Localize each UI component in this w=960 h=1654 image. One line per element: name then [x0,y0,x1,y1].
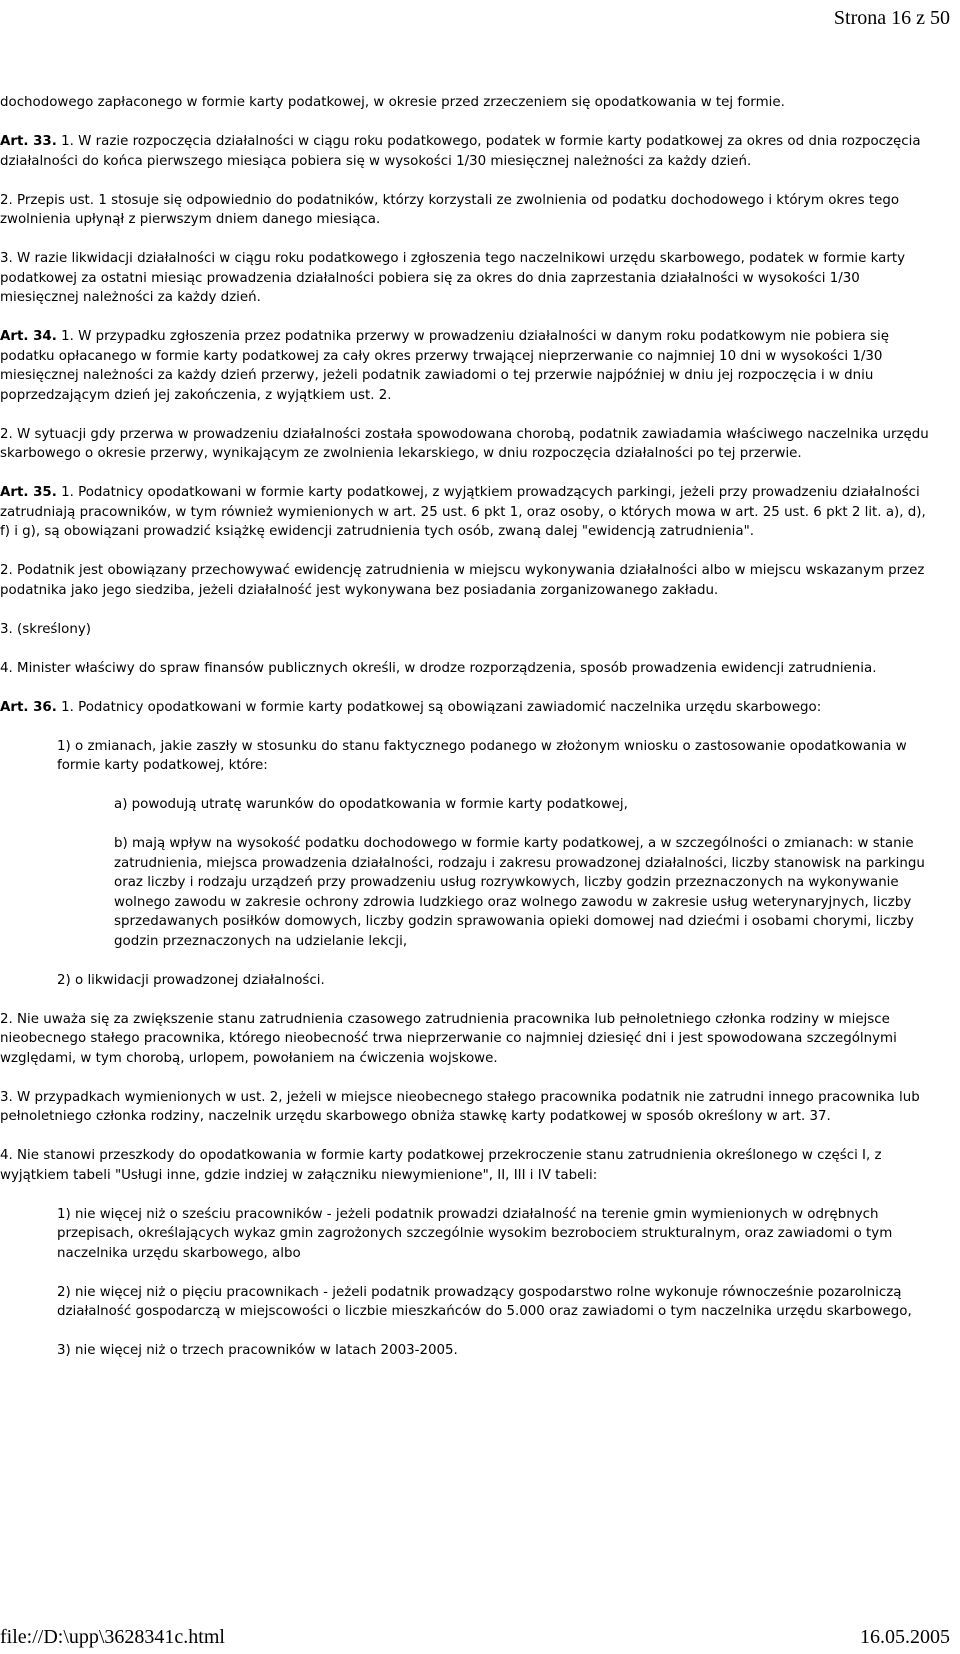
paragraph-text: dochodowego zapłaconego w formie karty podatkowej, w okresie przed zrzeczeniem się opodatkowania w tej formie. [0,95,785,110]
paragraph-text: 2. Nie uważa się za zwiększenie stanu zatrudnienia czasowego zatrudnienia pracownika lub pełnoletniego członka rodziny w miejsce nieobecnego stałego pracownika, którego nieobecność trwa nieprzerwanie co najmniej dziesięć dni i jest spowodowana szczególnymi względami, w tym chorobą, urlopem, powołaniem na ćwiczenia wojskowe. [0,1011,897,1066]
paragraph-text: 2) o likwidacji prowadzonej działalności. [57,972,325,988]
print-date: 16.05.2005 [860,1626,950,1648]
paragraph [0,249,935,308]
paragraph-text: 4. Minister właściwy do spraw finansów publicznych określi, w drodze rozporządzenia, sposób prowadzenia ewidencji zatrudnienia. [0,660,877,676]
article-heading: Art. 33. [0,134,57,149]
paragraph-text: 2) nie więcej niż o pięciu pracownikach - jeżeli podatnik prowadzący gospodarstwo rolne wykonuje równocześnie pozarolniczą działalność gospodarczą w miejscowości o liczbie mieszkańców do 5.000 oraz zawiadomi o tym naczelnika urzędu skarbowego, [57,1284,912,1319]
paragraph-text: 1. Podatnicy opodatkowani w formie karty podatkowej, z wyjątkiem prowadzących parkingi, jeżeli przy prowadzeniu działalności zatrudniają pracowników, w tym również wymienionych w art. 25 ust. 6 pkt 1, oraz osoby, o których mowa w art. 25 ust. 6 pkt 2 lit. a), d), f) i g), są obowiązani prowadzić książkę ewidencji zatrudnienia tych osób, zwaną dalej "ewidencją zatrudnienia". [0,485,926,539]
list-item [57,1341,935,1361]
article-heading: Art. 35. [0,485,57,500]
document-body [0,93,935,1380]
list-item [57,1205,935,1264]
paragraph [0,620,935,640]
sub-list-item [114,795,935,815]
paragraph [0,1010,935,1069]
article-34-paragraph [0,327,935,405]
article-heading: Art. 36. [0,699,57,715]
paragraph-text: 3) nie więcej niż o trzech pracowników w latach 2003-2005. [57,1343,458,1358]
paragraph [0,1088,935,1127]
page-number: Strona 16 z 50 [833,7,950,29]
paragraph-text: 1) o zmianach, jakie zaszły w stosunku do stanu faktycznego podanego w złożonym wniosku o zastosowanie opodatkowania w formie karty podatkowej, które: [57,738,907,773]
paragraph [0,561,935,600]
article-35-paragraph [0,483,935,542]
paragraph-text: 2. Podatnik jest obowiązany przechowywać ewidencję zatrudnienia w miejscu wykonywania działalności albo w miejscu wskazanym przez podatnika jako jego siedziba, jeżeli działalność jest wykonywana bez posiadania zorganizowanego zakładu. [0,563,925,598]
paragraph-text: 2. Przepis ust. 1 stosuje się odpowiednio do podatników, którzy korzystali ze zwolnienia od podatku dochodowego i którym okres tego zwolnienia upłynął z pierwszym dniem danego miesiąca. [0,192,900,227]
paragraph-text: 2. W sytuacji gdy przerwa w prowadzeniu działalności została spowodowana chorobą, podatnik zawiadamia właściwego naczelnika urzędu skarbowego o okresie przerwy, wynikającym ze zwolnienia lekarskiego, w dniu rozpoczęcia działalności po tej przerwie. [0,426,929,461]
paragraph-text: 4. Nie stanowi przeszkody do opodatkowania w formie karty podatkowej przekroczenie stanu zatrudnienia określonego w części I, z wyjątkiem tabeli "Usługi inne, gdzie indziej w załączniku niewymienione", II, III i IV tabeli: [0,1148,882,1183]
article-33-paragraph [0,132,935,171]
paragraph-text: 3. W przypadkach wymienionych w ust. 2, jeżeli w miejsce nieobecnego stałego pracownika podatnik nie zatrudni innego pracownika lub pełnoletniego członka rodziny, naczelnik urzędu skarbowego obniża stawkę karty podatkowej w sposób określony w art. 37. [0,1089,920,1124]
paragraph-text: 1. W przypadku zgłoszenia przez podatnika przerwy w prowadzeniu działalności w danym roku podatkowym nie pobiera się podatku opłacanego w formie karty podatkowej za cały okres przerwy trwającej nieprzerwanie co najmniej 10 dni w wysokości 1/30 miesięcznej należności za każdy dzień przerwy, jeżeli podatnik zawiadomi o tej przerwie najpóźniej w dniu jej rozpoczęcia i w dniu poprzedzającym dzień jej zakończenia, z wyjątkiem ust. 2. [0,329,889,403]
paragraph [0,425,935,464]
paragraph [0,659,935,679]
paragraph-text: 3. W razie likwidacji działalności w ciągu roku podatkowego i zgłoszenia tego naczelnikowi urzędu skarbowego, podatek w formie karty podatkowej za ostatni miesiąc prowadzenia działalności pobiera się za okres do dnia zaprzestania działalności w wysokości 1/30 miesięcznej należności za każdy dzień. [0,251,906,305]
file-path: file://D:\upp\3628341c.html [0,1626,225,1648]
paragraph-text: 3. (skreślony) [0,621,91,637]
paragraph-text: 1. Podatnicy opodatkowani w formie karty podatkowej są obowiązani zawiadomić naczelnika urzędu skarbowego: [56,699,822,715]
page-footer [0,1624,960,1650]
paragraph [0,1146,935,1185]
list-item [57,737,935,776]
paragraph [0,93,935,113]
paragraph-text: a) powodują utratę warunków do opodatkowania w formie karty podatkowej, [114,797,628,812]
list-item [57,971,935,991]
list-item [57,1283,935,1322]
paragraph-text: b) mają wpływ na wysokość podatku dochodowego w formie karty podatkowej, a w szczególności o zmianach: w stanie zatrudnienia, miejsca prowadzenia działalności, rodzaju i zakresu prowadzonej działalności, liczby stanowisk na parkingu oraz liczby i rodzaju urządzeń przy prowadzeniu usług rozrywkowych, liczby godzin przeznaczonych na wykonywanie wolnego zawodu w zakresie ochrony zdrowia ludzkiego oraz wolnego zawodu w zakresie usług weterynaryjnych, liczby sprzedawanych posiłków domowych, liczby godzin sprawowania opieki domowej nad dziećmi i osobami chorymi, liczby godzin przeznaczonych na udzielanie lekcji, [114,836,925,949]
article-36-paragraph [0,698,935,718]
sub-list-item [114,834,935,951]
paragraph [0,191,935,230]
article-heading: Art. 34. [0,329,57,344]
paragraph-text: 1) nie więcej niż o sześciu pracowników - jeżeli podatnik prowadzi działalność na terenie gmin wymienionych w odrębnych przepisach, określających wykaz gmin zagrożonych szczególnie wysokim bezrobociem strukturalnym, oraz zawiadomi o tym naczelnika urzędu skarbowego, albo [57,1206,893,1261]
paragraph-text: 1. W razie rozpoczęcia działalności w ciągu roku podatkowego, podatek w formie karty podatkowej za okres od dnia rozpoczęcia działalności do końca pierwszego miesiąca pobiera się w wysokości 1/30 miesięcznej należności za każdy dzień. [0,134,921,169]
